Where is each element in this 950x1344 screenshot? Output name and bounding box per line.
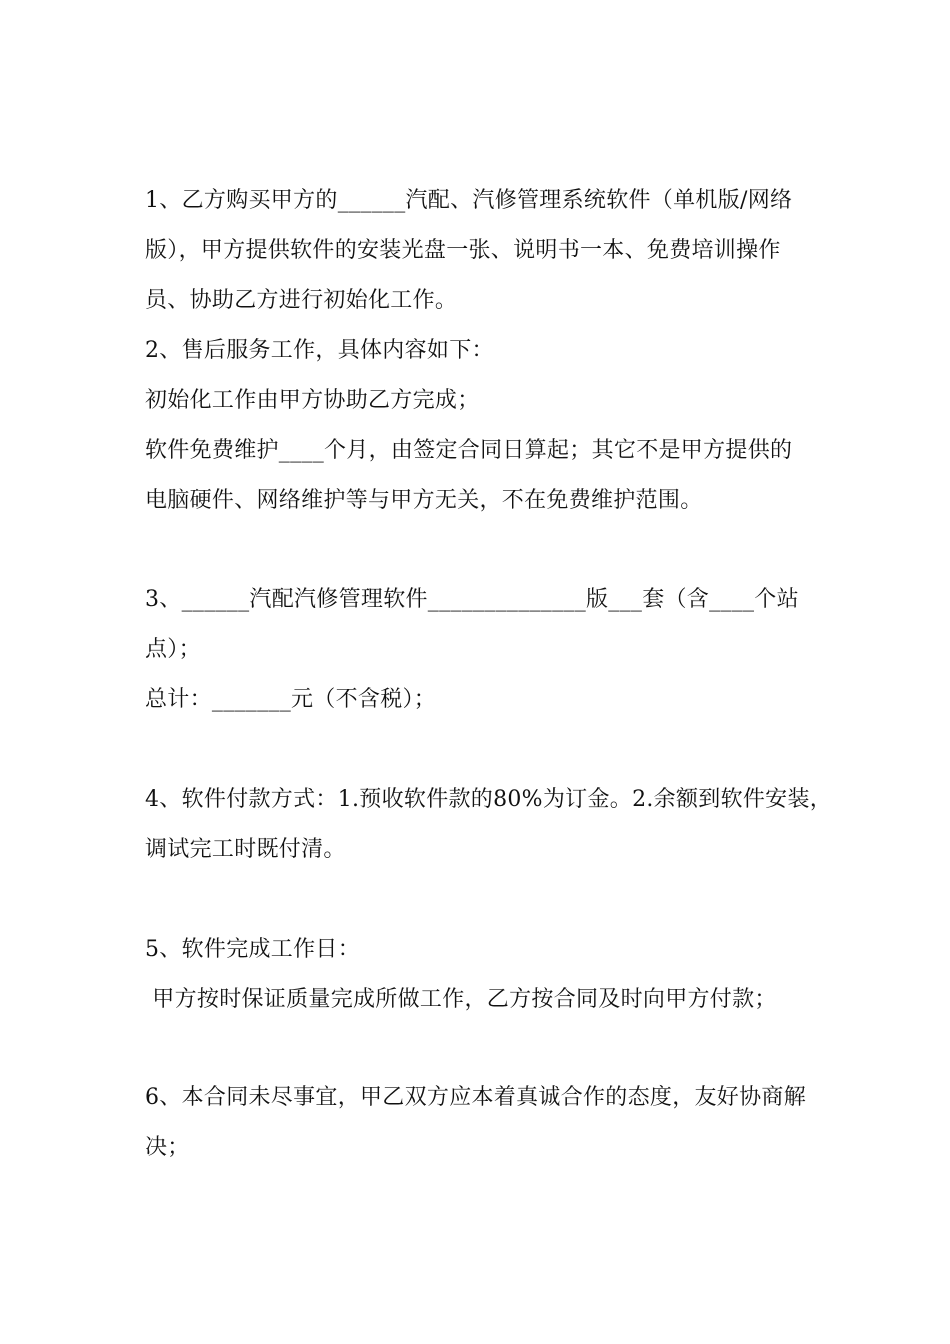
clause-1-line-1: 1、乙方购买甲方的______汽配、汽修管理系统软件（单机版/网络: [145, 188, 793, 213]
clause-3-line-1: 3、______汽配汽修管理软件______________版___套（含____个站: [145, 587, 799, 612]
clause-5-heading: 5、软件完成工作日：: [145, 937, 360, 962]
clause-6-line-2: 决；: [145, 1135, 190, 1160]
clause-1-line-2: 版），甲方提供软件的安装光盘一张、说明书一本、免费培训操作: [145, 238, 781, 263]
clause-4-line-1: 4、软件付款方式：1.预收软件款的80%为订金。2.余额到软件安装，: [145, 787, 833, 812]
clause-2-item-1: 初始化工作由甲方协助乙方完成；: [145, 388, 480, 413]
clause-6-line-1: 6、本合同未尽事宜，甲乙双方应本着真诚合作的态度，友好协商解: [145, 1085, 806, 1110]
clause-2-heading: 2、售后服务工作，具体内容如下：: [145, 338, 494, 363]
clause-5-body: 甲方按时保证质量完成所做工作，乙方按合同及时向甲方付款；: [145, 987, 777, 1012]
clause-2-item-2-line-1: 软件免费维护____个月，由签定合同日算起；其它不是甲方提供的: [145, 438, 793, 463]
clause-1-line-3: 员、协助乙方进行初始化工作。: [145, 288, 458, 313]
clause-3-line-2: 点）；: [145, 637, 201, 662]
clause-2-item-2-line-2: 电脑硬件、网络维护等与甲方无关，不在免费维护范围。: [145, 488, 703, 513]
clause-3-total: 总计：_______元（不含税）；: [145, 687, 437, 712]
clause-4-line-2: 调试完工时既付清。: [145, 837, 346, 862]
